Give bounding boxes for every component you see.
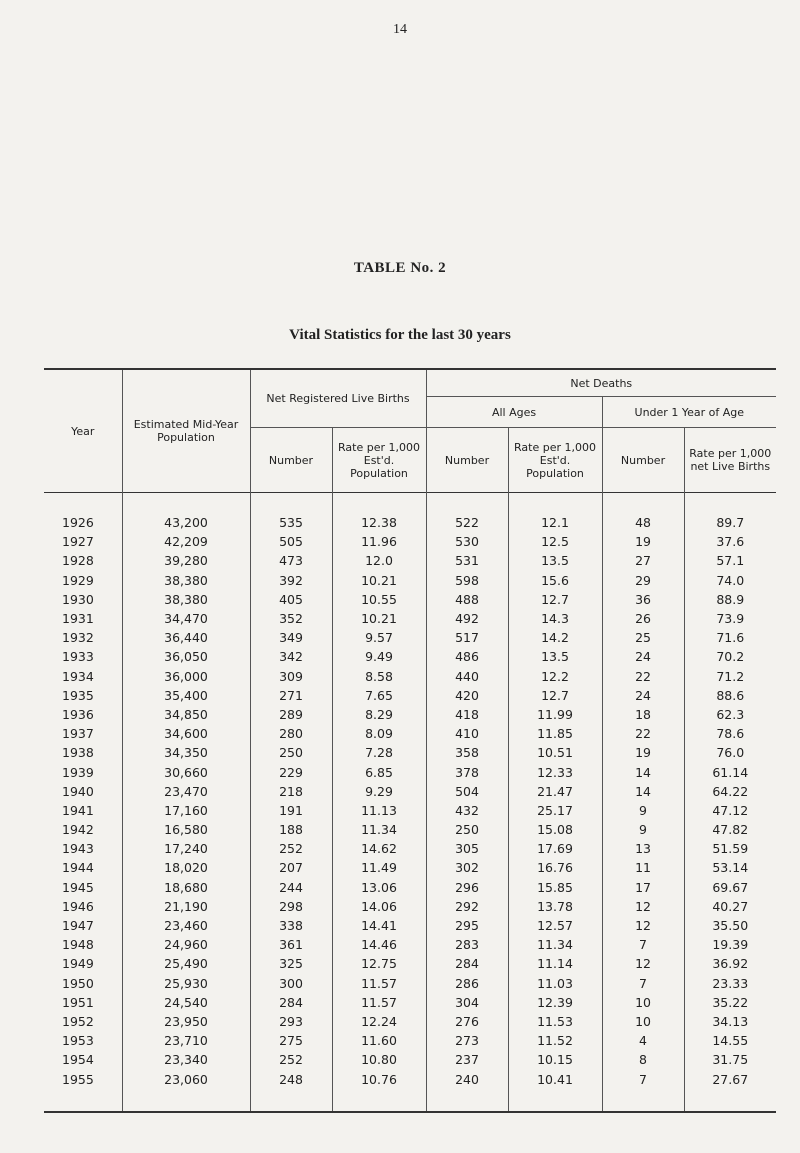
cell-year: 1938 <box>62 745 94 761</box>
cell-infant-number: 13 <box>602 839 684 858</box>
header-population: Estimated Mid-Year Population <box>122 369 250 493</box>
cell-deaths-rate: 11.85 <box>508 724 602 743</box>
table-row <box>44 724 776 743</box>
cell-deaths-number: 295 <box>426 916 508 935</box>
table-body <box>44 493 776 1112</box>
spacer-row <box>44 1089 776 1112</box>
cell-population: 36,050 <box>122 647 250 666</box>
cell-deaths-rate: 16.76 <box>508 858 602 877</box>
cell-population: 23,340 <box>122 1050 250 1069</box>
cell-births-rate: 8.09 <box>332 724 426 743</box>
cell-deaths-rate: 15.85 <box>508 878 602 897</box>
cell-deaths-rate: 11.53 <box>508 1012 602 1031</box>
cell-births-rate: 10.76 <box>332 1069 426 1088</box>
table-row <box>44 1050 776 1069</box>
cell-births-number: 252 <box>250 1050 332 1069</box>
cell-births-number: 338 <box>250 916 332 935</box>
cell-deaths-rate: 11.52 <box>508 1031 602 1050</box>
cell-births-number: 298 <box>250 897 332 916</box>
cell-births-number: 361 <box>250 935 332 954</box>
cell-year: 1954 <box>62 1052 94 1068</box>
cell-population: 43,200 <box>122 513 250 532</box>
cell-births-rate: 13.06 <box>332 878 426 897</box>
cell-births-rate: 6.85 <box>332 762 426 781</box>
table-row <box>44 954 776 973</box>
cell-infant-rate: 31.75 <box>684 1050 776 1069</box>
cell-births-rate: 11.13 <box>332 801 426 820</box>
cell-deaths-rate: 14.3 <box>508 609 602 628</box>
cell-births-number: 342 <box>250 647 332 666</box>
table-row <box>44 897 776 916</box>
cell-year: 1931 <box>62 611 94 627</box>
cell-births-rate: 12.24 <box>332 1012 426 1031</box>
cell-births-number: 191 <box>250 801 332 820</box>
cell-births-number: 300 <box>250 974 332 993</box>
cell-population: 17,160 <box>122 801 250 820</box>
cell-year: 1941 <box>62 802 94 818</box>
cell-infant-number: 27 <box>602 551 684 570</box>
cell-deaths-number: 486 <box>426 647 508 666</box>
page-number: 14 <box>393 22 407 37</box>
cell-infant-rate: 71.6 <box>684 628 776 647</box>
cell-population: 17,240 <box>122 839 250 858</box>
cell-year: 1950 <box>62 975 94 991</box>
cell-population: 23,710 <box>122 1031 250 1050</box>
table-row <box>44 628 776 647</box>
table-row <box>44 1069 776 1088</box>
cell-births-rate: 8.58 <box>332 667 426 686</box>
cell-births-number: 293 <box>250 1012 332 1031</box>
cell-infant-number: 10 <box>602 1012 684 1031</box>
cell-births-number: 218 <box>250 782 332 801</box>
table-row <box>44 935 776 954</box>
cell-births-number: 309 <box>250 667 332 686</box>
cell-births-number: 284 <box>250 993 332 1012</box>
cell-year: 1937 <box>62 726 94 742</box>
cell-births-rate: 14.62 <box>332 839 426 858</box>
header-all-ages: All Ages <box>426 397 602 428</box>
cell-infant-number: 10 <box>602 993 684 1012</box>
cell-population: 18,020 <box>122 858 250 877</box>
cell-deaths-number: 378 <box>426 762 508 781</box>
table-row <box>44 993 776 1012</box>
cell-infant-rate: 57.1 <box>684 551 776 570</box>
cell-births-rate: 7.28 <box>332 743 426 762</box>
table-row <box>44 551 776 570</box>
cell-births-number: 405 <box>250 590 332 609</box>
cell-deaths-number: 302 <box>426 858 508 877</box>
cell-population: 23,460 <box>122 916 250 935</box>
cell-infant-rate: 37.6 <box>684 532 776 551</box>
cell-year: 1952 <box>62 1013 94 1029</box>
cell-year: 1928 <box>62 553 94 569</box>
cell-population: 23,470 <box>122 782 250 801</box>
cell-population: 38,380 <box>122 590 250 609</box>
cell-births-rate: 12.0 <box>332 551 426 570</box>
cell-births-number: 535 <box>250 513 332 532</box>
cell-deaths-rate: 11.34 <box>508 935 602 954</box>
header-deaths-number: Number <box>426 428 508 493</box>
cell-deaths-number: 531 <box>426 551 508 570</box>
cell-births-rate: 14.06 <box>332 897 426 916</box>
cell-infant-number: 19 <box>602 743 684 762</box>
cell-deaths-rate: 12.57 <box>508 916 602 935</box>
cell-population: 24,540 <box>122 993 250 1012</box>
cell-infant-rate: 40.27 <box>684 897 776 916</box>
cell-births-number: 271 <box>250 686 332 705</box>
header-under-one-year: Under 1 Year of Age <box>602 397 776 428</box>
cell-infant-number: 24 <box>602 686 684 705</box>
cell-births-rate: 11.34 <box>332 820 426 839</box>
table-row <box>44 916 776 935</box>
cell-population: 23,060 <box>122 1069 250 1088</box>
cell-infant-number: 8 <box>602 1050 684 1069</box>
cell-births-rate: 10.21 <box>332 609 426 628</box>
cell-population: 36,440 <box>122 628 250 647</box>
cell-infant-rate: 88.9 <box>684 590 776 609</box>
cell-infant-rate: 69.67 <box>684 878 776 897</box>
table-row <box>44 762 776 781</box>
cell-deaths-number: 598 <box>426 571 508 590</box>
cell-births-rate: 8.29 <box>332 705 426 724</box>
cell-population: 16,580 <box>122 820 250 839</box>
cell-deaths-rate: 12.39 <box>508 993 602 1012</box>
table-row <box>44 609 776 628</box>
cell-infant-rate: 36.92 <box>684 954 776 973</box>
cell-births-rate: 9.57 <box>332 628 426 647</box>
cell-deaths-rate: 12.7 <box>508 686 602 705</box>
cell-year: 1936 <box>62 706 94 722</box>
cell-population: 24,960 <box>122 935 250 954</box>
cell-births-rate: 11.96 <box>332 532 426 551</box>
cell-year: 1953 <box>62 1033 94 1049</box>
cell-infant-rate: 70.2 <box>684 647 776 666</box>
cell-deaths-number: 286 <box>426 974 508 993</box>
cell-deaths-number: 283 <box>426 935 508 954</box>
table-row <box>44 571 776 590</box>
cell-year: 1955 <box>62 1071 94 1087</box>
cell-infant-rate: 14.55 <box>684 1031 776 1050</box>
cell-deaths-number: 250 <box>426 820 508 839</box>
cell-deaths-rate: 17.69 <box>508 839 602 858</box>
cell-year: 1948 <box>62 937 94 953</box>
cell-year: 1944 <box>62 860 94 876</box>
cell-infant-rate: 23.33 <box>684 974 776 993</box>
header-births-rate: Rate per 1,000 Est'd. Population <box>332 428 426 493</box>
cell-infant-rate: 74.0 <box>684 571 776 590</box>
cell-births-rate: 10.21 <box>332 571 426 590</box>
header-net-deaths: Net Deaths <box>426 369 776 397</box>
cell-infant-rate: 51.59 <box>684 839 776 858</box>
cell-deaths-number: 488 <box>426 590 508 609</box>
cell-year: 1933 <box>62 649 94 665</box>
cell-deaths-rate: 11.99 <box>508 705 602 724</box>
cell-infant-number: 36 <box>602 590 684 609</box>
header-year: Year <box>71 424 95 438</box>
cell-population: 21,190 <box>122 897 250 916</box>
table-row <box>44 647 776 666</box>
cell-deaths-number: 418 <box>426 705 508 724</box>
cell-deaths-rate: 12.1 <box>508 513 602 532</box>
cell-births-number: 244 <box>250 878 332 897</box>
cell-infant-number: 12 <box>602 954 684 973</box>
cell-year: 1951 <box>62 994 94 1010</box>
cell-births-number: 325 <box>250 954 332 973</box>
cell-deaths-number: 240 <box>426 1069 508 1088</box>
table-row <box>44 743 776 762</box>
cell-deaths-number: 284 <box>426 954 508 973</box>
cell-deaths-number: 504 <box>426 782 508 801</box>
cell-births-rate: 12.75 <box>332 954 426 973</box>
table-row <box>44 1031 776 1050</box>
cell-infant-rate: 76.0 <box>684 743 776 762</box>
table-row <box>44 801 776 820</box>
cell-births-rate: 9.49 <box>332 647 426 666</box>
cell-infant-rate: 34.13 <box>684 1012 776 1031</box>
table-row <box>44 839 776 858</box>
cell-births-number: 248 <box>250 1069 332 1088</box>
cell-year: 1942 <box>62 822 94 838</box>
cell-year: 1930 <box>62 591 94 607</box>
cell-births-rate: 10.80 <box>332 1050 426 1069</box>
cell-infant-number: 19 <box>602 532 684 551</box>
cell-births-rate: 14.41 <box>332 916 426 935</box>
cell-infant-number: 22 <box>602 667 684 686</box>
cell-population: 34,470 <box>122 609 250 628</box>
cell-deaths-rate: 13.5 <box>508 551 602 570</box>
table-row <box>44 858 776 877</box>
cell-deaths-number: 296 <box>426 878 508 897</box>
cell-population: 35,400 <box>122 686 250 705</box>
cell-deaths-number: 420 <box>426 686 508 705</box>
cell-deaths-rate: 11.14 <box>508 954 602 973</box>
cell-deaths-number: 492 <box>426 609 508 628</box>
cell-population: 34,350 <box>122 743 250 762</box>
table-row <box>44 532 776 551</box>
cell-infant-number: 14 <box>602 782 684 801</box>
cell-deaths-rate: 12.7 <box>508 590 602 609</box>
cell-deaths-rate: 13.78 <box>508 897 602 916</box>
cell-year: 1947 <box>62 918 94 934</box>
cell-deaths-number: 304 <box>426 993 508 1012</box>
cell-births-rate: 11.60 <box>332 1031 426 1050</box>
cell-infant-number: 7 <box>602 935 684 954</box>
cell-infant-rate: 27.67 <box>684 1069 776 1088</box>
table-title: TABLE No. 2 <box>353 260 447 276</box>
cell-year: 1939 <box>62 764 94 780</box>
cell-births-number: 275 <box>250 1031 332 1050</box>
spacer-row <box>44 493 776 514</box>
cell-deaths-number: 273 <box>426 1031 508 1050</box>
cell-infant-rate: 19.39 <box>684 935 776 954</box>
cell-infant-rate: 35.50 <box>684 916 776 935</box>
cell-births-number: 289 <box>250 705 332 724</box>
cell-deaths-number: 517 <box>426 628 508 647</box>
table-row <box>44 974 776 993</box>
cell-births-number: 280 <box>250 724 332 743</box>
cell-births-rate: 12.38 <box>332 513 426 532</box>
cell-infant-number: 48 <box>602 513 684 532</box>
header-infant-rate: Rate per 1,000 net Live Births <box>684 428 776 493</box>
cell-births-rate: 11.49 <box>332 858 426 877</box>
table-row <box>44 667 776 686</box>
cell-deaths-rate: 21.47 <box>508 782 602 801</box>
cell-deaths-rate: 12.5 <box>508 532 602 551</box>
cell-deaths-number: 410 <box>426 724 508 743</box>
cell-infant-number: 4 <box>602 1031 684 1050</box>
cell-infant-number: 14 <box>602 762 684 781</box>
cell-infant-rate: 71.2 <box>684 667 776 686</box>
cell-deaths-rate: 25.17 <box>508 801 602 820</box>
cell-infant-rate: 62.3 <box>684 705 776 724</box>
header-live-births: Net Registered Live Births <box>250 369 426 428</box>
cell-infant-number: 29 <box>602 571 684 590</box>
cell-deaths-rate: 10.41 <box>508 1069 602 1088</box>
cell-infant-rate: 47.82 <box>684 820 776 839</box>
cell-infant-number: 7 <box>602 1069 684 1088</box>
cell-births-rate: 11.57 <box>332 974 426 993</box>
cell-infant-rate: 64.22 <box>684 782 776 801</box>
table-row <box>44 1012 776 1031</box>
cell-births-number: 392 <box>250 571 332 590</box>
cell-year: 1946 <box>62 898 94 914</box>
cell-deaths-rate: 10.51 <box>508 743 602 762</box>
cell-infant-number: 24 <box>602 647 684 666</box>
cell-infant-rate: 78.6 <box>684 724 776 743</box>
cell-infant-rate: 53.14 <box>684 858 776 877</box>
cell-population: 30,660 <box>122 762 250 781</box>
cell-year: 1949 <box>62 956 94 972</box>
cell-deaths-number: 530 <box>426 532 508 551</box>
cell-population: 34,850 <box>122 705 250 724</box>
cell-population: 25,930 <box>122 974 250 993</box>
table-row <box>44 820 776 839</box>
cell-deaths-number: 305 <box>426 839 508 858</box>
cell-year: 1945 <box>62 879 94 895</box>
cell-deaths-rate: 11.03 <box>508 974 602 993</box>
cell-year: 1940 <box>62 783 94 799</box>
cell-births-rate: 9.29 <box>332 782 426 801</box>
table-row <box>44 513 776 532</box>
cell-infant-rate: 88.6 <box>684 686 776 705</box>
table-row <box>44 705 776 724</box>
cell-deaths-number: 522 <box>426 513 508 532</box>
cell-deaths-rate: 14.2 <box>508 628 602 647</box>
header-infant-number: Number <box>602 428 684 493</box>
cell-births-rate: 11.57 <box>332 993 426 1012</box>
table-row <box>44 590 776 609</box>
header-births-number: Number <box>250 428 332 493</box>
cell-population: 23,950 <box>122 1012 250 1031</box>
cell-births-number: 207 <box>250 858 332 877</box>
cell-infant-number: 9 <box>602 801 684 820</box>
cell-infant-rate: 73.9 <box>684 609 776 628</box>
cell-population: 38,380 <box>122 571 250 590</box>
cell-infant-number: 7 <box>602 974 684 993</box>
cell-deaths-number: 440 <box>426 667 508 686</box>
cell-births-rate: 14.46 <box>332 935 426 954</box>
cell-births-rate: 10.55 <box>332 590 426 609</box>
cell-infant-number: 25 <box>602 628 684 647</box>
cell-year: 1926 <box>62 515 94 531</box>
cell-births-number: 250 <box>250 743 332 762</box>
table-row <box>44 686 776 705</box>
cell-births-number: 349 <box>250 628 332 647</box>
cell-deaths-rate: 12.2 <box>508 667 602 686</box>
cell-infant-rate: 35.22 <box>684 993 776 1012</box>
cell-infant-number: 18 <box>602 705 684 724</box>
cell-infant-number: 9 <box>602 820 684 839</box>
cell-year: 1927 <box>62 534 94 550</box>
cell-infant-number: 22 <box>602 724 684 743</box>
cell-infant-number: 12 <box>602 897 684 916</box>
cell-deaths-number: 432 <box>426 801 508 820</box>
cell-deaths-number: 276 <box>426 1012 508 1031</box>
cell-population: 25,490 <box>122 954 250 973</box>
cell-population: 36,000 <box>122 667 250 686</box>
cell-deaths-rate: 10.15 <box>508 1050 602 1069</box>
cell-births-number: 252 <box>250 839 332 858</box>
table-row <box>44 878 776 897</box>
cell-year: 1943 <box>62 841 94 857</box>
cell-population: 42,209 <box>122 532 250 551</box>
table-row <box>44 782 776 801</box>
cell-deaths-number: 358 <box>426 743 508 762</box>
header-deaths-rate: Rate per 1,000 Est'd. Population <box>508 428 602 493</box>
table-subtitle: Vital Statistics for the last 30 years <box>289 327 511 343</box>
cell-population: 39,280 <box>122 551 250 570</box>
cell-year: 1935 <box>62 687 94 703</box>
cell-year: 1934 <box>62 668 94 684</box>
cell-population: 34,600 <box>122 724 250 743</box>
cell-births-number: 229 <box>250 762 332 781</box>
cell-deaths-number: 237 <box>426 1050 508 1069</box>
cell-deaths-rate: 15.08 <box>508 820 602 839</box>
cell-births-number: 505 <box>250 532 332 551</box>
cell-births-number: 188 <box>250 820 332 839</box>
cell-deaths-rate: 13.5 <box>508 647 602 666</box>
cell-births-number: 473 <box>250 551 332 570</box>
cell-infant-number: 11 <box>602 858 684 877</box>
cell-infant-rate: 47.12 <box>684 801 776 820</box>
cell-births-rate: 7.65 <box>332 686 426 705</box>
cell-infant-number: 17 <box>602 878 684 897</box>
vital-statistics-table <box>44 368 776 1113</box>
cell-infant-rate: 61.14 <box>684 762 776 781</box>
cell-year: 1932 <box>62 630 94 646</box>
cell-infant-number: 12 <box>602 916 684 935</box>
cell-year: 1929 <box>62 572 94 588</box>
table-header <box>44 369 776 493</box>
cell-births-number: 352 <box>250 609 332 628</box>
cell-infant-number: 26 <box>602 609 684 628</box>
cell-deaths-number: 292 <box>426 897 508 916</box>
cell-infant-rate: 89.7 <box>684 513 776 532</box>
cell-deaths-rate: 15.6 <box>508 571 602 590</box>
cell-population: 18,680 <box>122 878 250 897</box>
cell-deaths-rate: 12.33 <box>508 762 602 781</box>
